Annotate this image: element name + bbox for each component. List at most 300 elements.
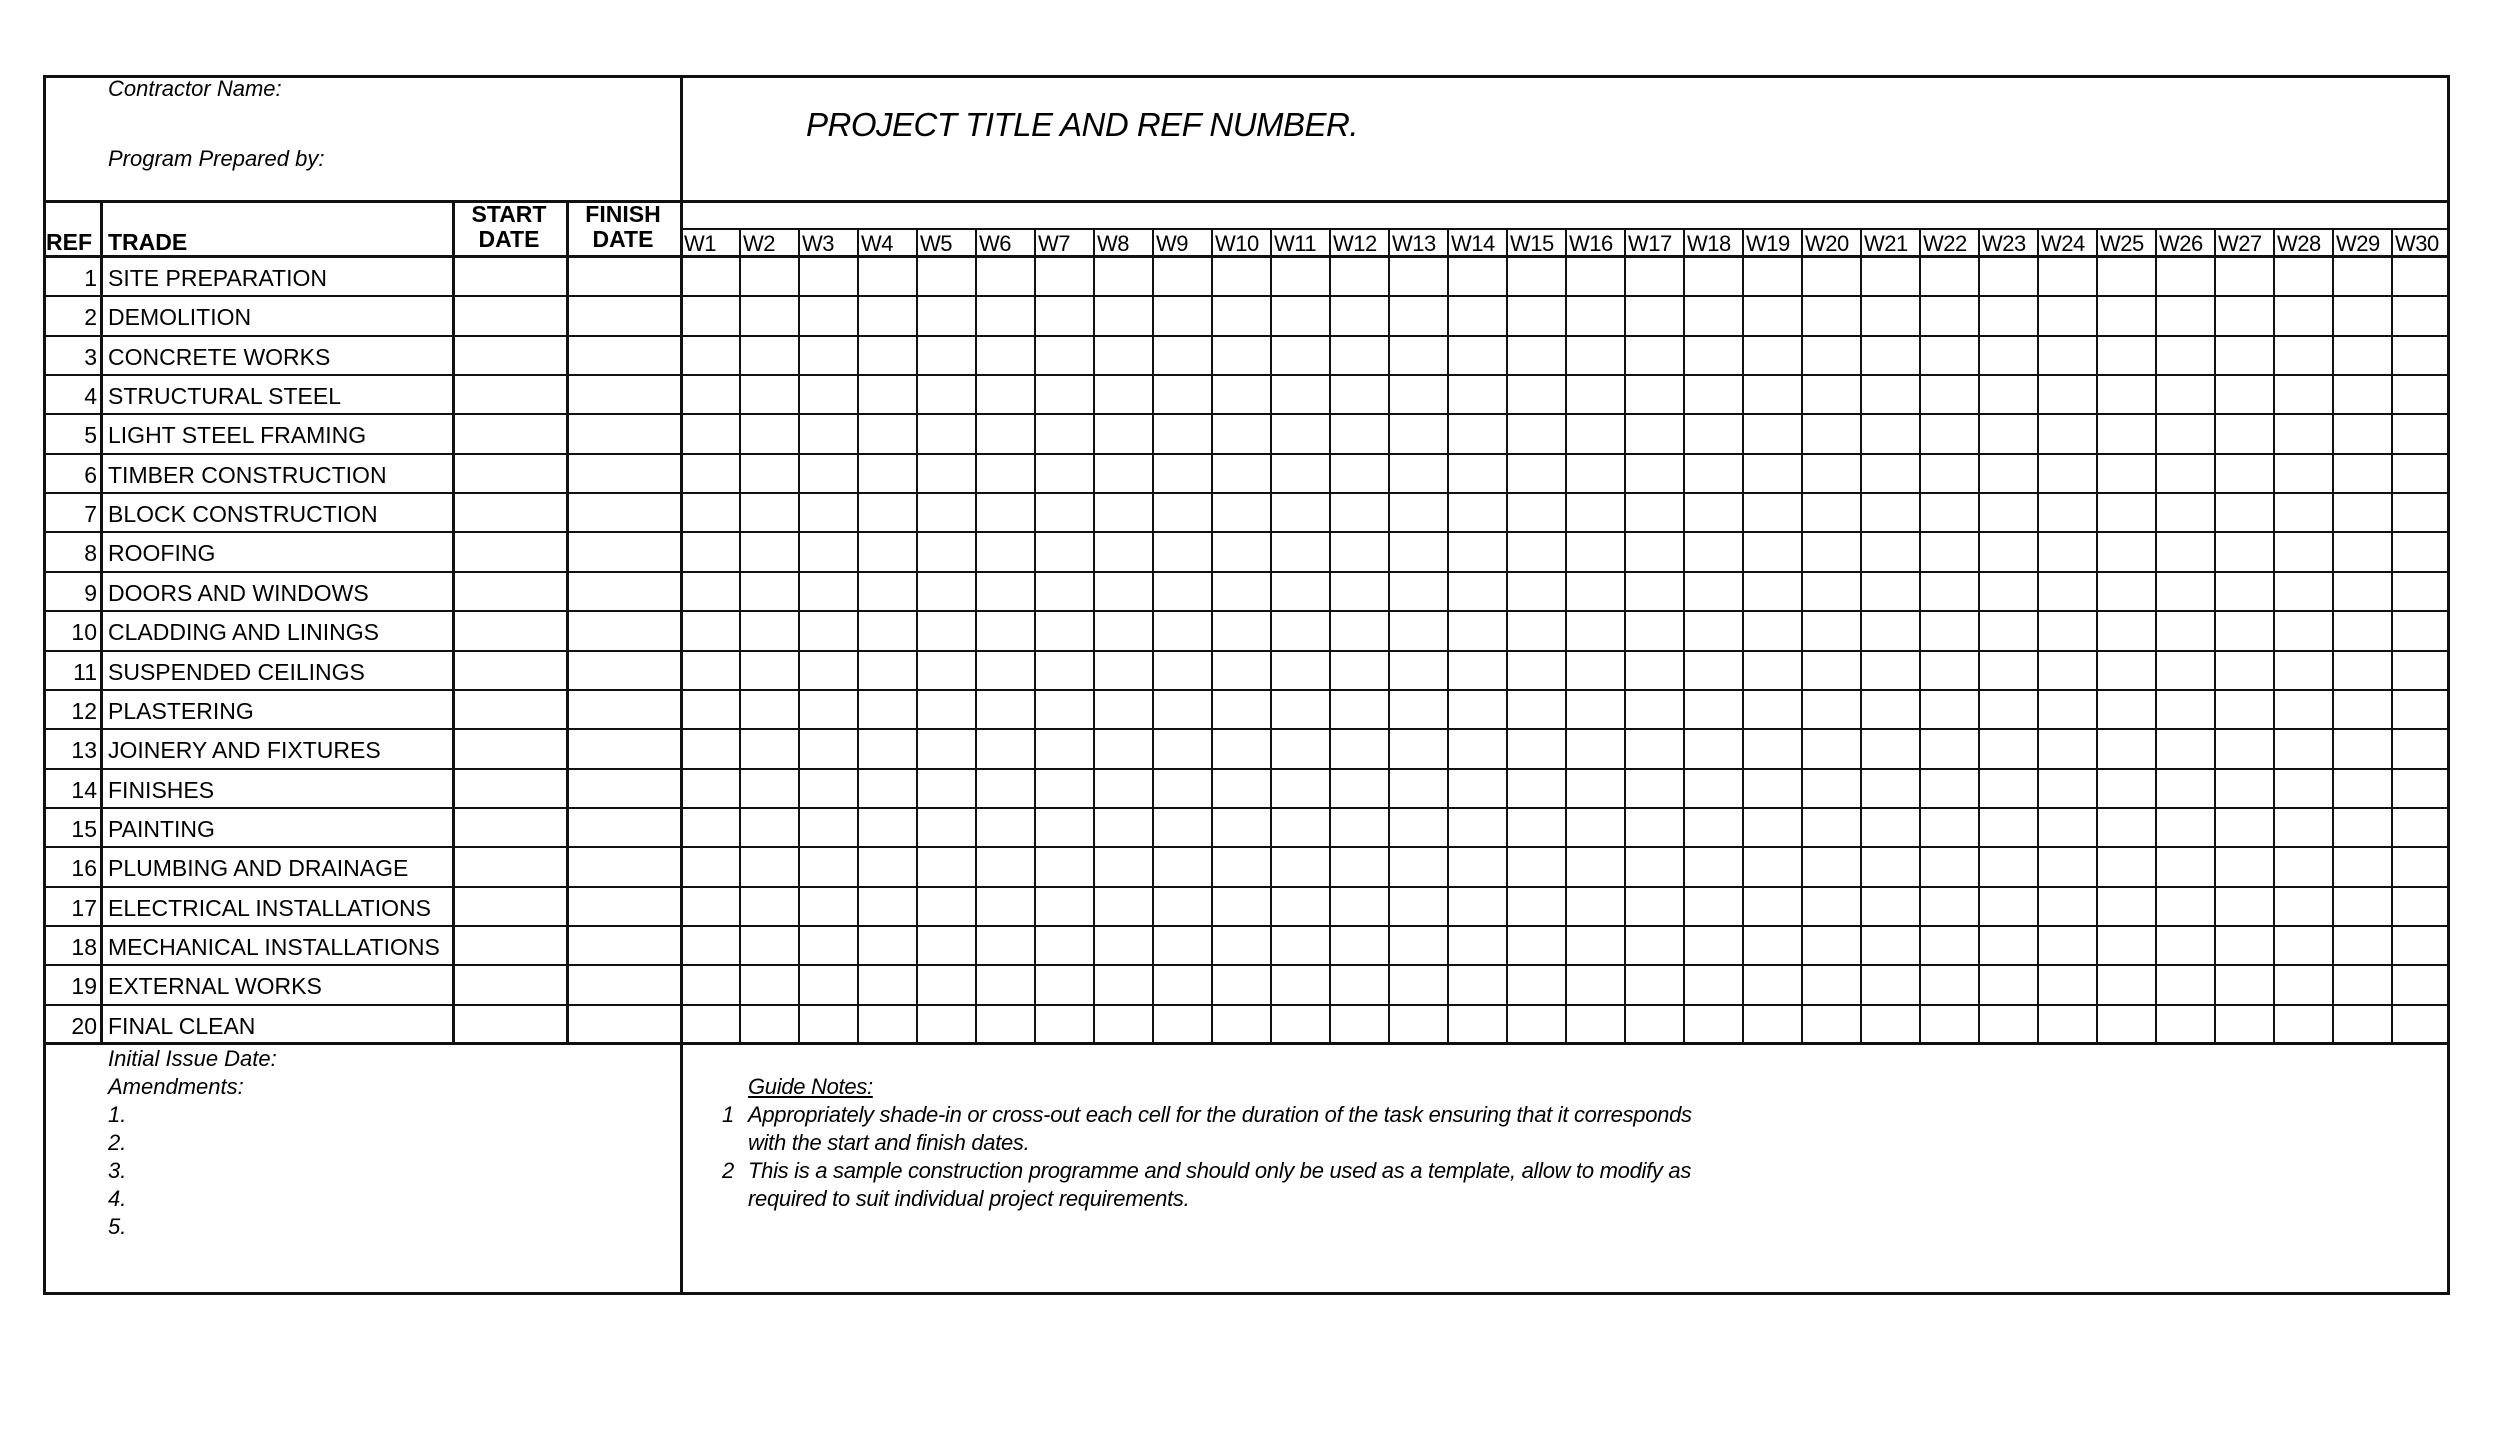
week-cell-w21[interactable] (1860, 374, 1919, 413)
week-cell-w26[interactable] (2155, 256, 2214, 295)
start-date-cell[interactable] (455, 728, 569, 767)
week-cell-w16[interactable] (1565, 531, 1624, 570)
week-cell-w15[interactable] (1506, 256, 1565, 295)
week-cell-w7[interactable] (1034, 413, 1093, 452)
week-cell-w12[interactable] (1329, 925, 1388, 964)
week-cell-w10[interactable] (1211, 728, 1270, 767)
week-cell-w25[interactable] (2096, 768, 2155, 807)
week-cell-w14[interactable] (1447, 413, 1506, 452)
week-cell-w18[interactable] (1683, 1004, 1742, 1043)
week-cell-w6[interactable] (975, 925, 1034, 964)
week-cell-w30[interactable] (2391, 925, 2450, 964)
week-cell-w20[interactable] (1801, 650, 1860, 689)
week-cell-w12[interactable] (1329, 846, 1388, 885)
week-cell-w24[interactable] (2037, 374, 2096, 413)
week-cell-w12[interactable] (1329, 492, 1388, 531)
week-cell-w18[interactable] (1683, 256, 1742, 295)
week-cell-w30[interactable] (2391, 728, 2450, 767)
week-cell-w2[interactable] (739, 728, 798, 767)
week-cell-w26[interactable] (2155, 413, 2214, 452)
week-cell-w27[interactable] (2214, 1004, 2273, 1043)
week-cell-w23[interactable] (1978, 413, 2037, 452)
week-cell-w22[interactable] (1919, 689, 1978, 728)
week-cell-w8[interactable] (1093, 256, 1152, 295)
start-date-cell[interactable] (455, 374, 569, 413)
week-cell-w5[interactable] (916, 374, 975, 413)
week-cell-w3[interactable] (798, 728, 857, 767)
week-cell-w15[interactable] (1506, 807, 1565, 846)
week-cell-w15[interactable] (1506, 295, 1565, 334)
week-cell-w29[interactable] (2332, 335, 2391, 374)
start-date-cell[interactable] (455, 413, 569, 452)
week-cell-w10[interactable] (1211, 650, 1270, 689)
week-cell-w9[interactable] (1152, 689, 1211, 728)
week-cell-w21[interactable] (1860, 413, 1919, 452)
week-cell-w8[interactable] (1093, 492, 1152, 531)
week-cell-w14[interactable] (1447, 846, 1506, 885)
week-cell-w10[interactable] (1211, 807, 1270, 846)
week-cell-w3[interactable] (798, 846, 857, 885)
week-cell-w14[interactable] (1447, 886, 1506, 925)
week-cell-w3[interactable] (798, 571, 857, 610)
week-cell-w28[interactable] (2273, 295, 2332, 334)
week-cell-w8[interactable] (1093, 650, 1152, 689)
week-cell-w6[interactable] (975, 689, 1034, 728)
week-cell-w2[interactable] (739, 768, 798, 807)
week-cell-w28[interactable] (2273, 335, 2332, 374)
week-cell-w15[interactable] (1506, 650, 1565, 689)
week-cell-w23[interactable] (1978, 807, 2037, 846)
finish-date-cell[interactable] (569, 925, 683, 964)
start-date-cell[interactable] (455, 571, 569, 610)
week-cell-w20[interactable] (1801, 571, 1860, 610)
week-cell-w26[interactable] (2155, 689, 2214, 728)
week-cell-w17[interactable] (1624, 1004, 1683, 1043)
week-cell-w8[interactable] (1093, 925, 1152, 964)
week-cell-w20[interactable] (1801, 453, 1860, 492)
start-date-cell[interactable] (455, 768, 569, 807)
week-cell-w12[interactable] (1329, 728, 1388, 767)
week-cell-w3[interactable] (798, 689, 857, 728)
week-cell-w25[interactable] (2096, 335, 2155, 374)
week-cell-w29[interactable] (2332, 689, 2391, 728)
week-cell-w27[interactable] (2214, 650, 2273, 689)
week-cell-w13[interactable] (1388, 610, 1447, 649)
week-cell-w28[interactable] (2273, 925, 2332, 964)
week-cell-w19[interactable] (1742, 925, 1801, 964)
week-cell-w27[interactable] (2214, 689, 2273, 728)
week-cell-w25[interactable] (2096, 846, 2155, 885)
week-cell-w26[interactable] (2155, 571, 2214, 610)
week-cell-w2[interactable] (739, 807, 798, 846)
week-cell-w16[interactable] (1565, 453, 1624, 492)
week-cell-w18[interactable] (1683, 807, 1742, 846)
week-cell-w8[interactable] (1093, 886, 1152, 925)
week-cell-w15[interactable] (1506, 768, 1565, 807)
week-cell-w17[interactable] (1624, 807, 1683, 846)
week-cell-w21[interactable] (1860, 964, 1919, 1003)
week-cell-w24[interactable] (2037, 807, 2096, 846)
week-cell-w9[interactable] (1152, 846, 1211, 885)
amendment-item[interactable]: 1. (108, 1102, 127, 1127)
week-cell-w18[interactable] (1683, 610, 1742, 649)
week-cell-w8[interactable] (1093, 689, 1152, 728)
week-cell-w30[interactable] (2391, 335, 2450, 374)
week-cell-w13[interactable] (1388, 925, 1447, 964)
project-title[interactable]: PROJECT TITLE AND REF NUMBER. (806, 106, 1359, 143)
week-cell-w12[interactable] (1329, 886, 1388, 925)
week-cell-w24[interactable] (2037, 453, 2096, 492)
week-cell-w25[interactable] (2096, 610, 2155, 649)
week-cell-w30[interactable] (2391, 453, 2450, 492)
week-cell-w6[interactable] (975, 807, 1034, 846)
week-cell-w10[interactable] (1211, 413, 1270, 452)
week-cell-w29[interactable] (2332, 728, 2391, 767)
week-cell-w26[interactable] (2155, 453, 2214, 492)
week-cell-w14[interactable] (1447, 531, 1506, 570)
week-cell-w10[interactable] (1211, 964, 1270, 1003)
week-cell-w26[interactable] (2155, 925, 2214, 964)
week-cell-w14[interactable] (1447, 650, 1506, 689)
week-cell-w8[interactable] (1093, 374, 1152, 413)
week-cell-w1[interactable] (680, 728, 739, 767)
week-cell-w6[interactable] (975, 964, 1034, 1003)
week-cell-w11[interactable] (1270, 413, 1329, 452)
week-cell-w4[interactable] (857, 886, 916, 925)
week-cell-w11[interactable] (1270, 531, 1329, 570)
week-cell-w12[interactable] (1329, 650, 1388, 689)
week-cell-w1[interactable] (680, 374, 739, 413)
week-cell-w15[interactable] (1506, 531, 1565, 570)
week-cell-w19[interactable] (1742, 453, 1801, 492)
week-cell-w20[interactable] (1801, 728, 1860, 767)
week-cell-w21[interactable] (1860, 650, 1919, 689)
week-cell-w25[interactable] (2096, 453, 2155, 492)
week-cell-w11[interactable] (1270, 453, 1329, 492)
week-cell-w7[interactable] (1034, 846, 1093, 885)
week-cell-w18[interactable] (1683, 650, 1742, 689)
week-cell-w6[interactable] (975, 571, 1034, 610)
week-cell-w1[interactable] (680, 335, 739, 374)
week-cell-w10[interactable] (1211, 610, 1270, 649)
week-cell-w30[interactable] (2391, 846, 2450, 885)
week-cell-w14[interactable] (1447, 335, 1506, 374)
week-cell-w21[interactable] (1860, 886, 1919, 925)
week-cell-w3[interactable] (798, 650, 857, 689)
week-cell-w24[interactable] (2037, 610, 2096, 649)
week-cell-w11[interactable] (1270, 728, 1329, 767)
week-cell-w2[interactable] (739, 335, 798, 374)
week-cell-w22[interactable] (1919, 374, 1978, 413)
week-cell-w4[interactable] (857, 768, 916, 807)
week-cell-w20[interactable] (1801, 256, 1860, 295)
week-cell-w2[interactable] (739, 650, 798, 689)
week-cell-w4[interactable] (857, 728, 916, 767)
week-cell-w12[interactable] (1329, 768, 1388, 807)
week-cell-w3[interactable] (798, 768, 857, 807)
week-cell-w1[interactable] (680, 1004, 739, 1043)
week-cell-w2[interactable] (739, 1004, 798, 1043)
week-cell-w14[interactable] (1447, 571, 1506, 610)
week-cell-w30[interactable] (2391, 295, 2450, 334)
week-cell-w13[interactable] (1388, 964, 1447, 1003)
week-cell-w22[interactable] (1919, 531, 1978, 570)
week-cell-w11[interactable] (1270, 256, 1329, 295)
week-cell-w7[interactable] (1034, 1004, 1093, 1043)
week-cell-w23[interactable] (1978, 531, 2037, 570)
week-cell-w3[interactable] (798, 1004, 857, 1043)
finish-date-cell[interactable] (569, 256, 683, 295)
week-cell-w20[interactable] (1801, 807, 1860, 846)
week-cell-w3[interactable] (798, 531, 857, 570)
week-cell-w8[interactable] (1093, 335, 1152, 374)
week-cell-w16[interactable] (1565, 925, 1624, 964)
week-cell-w8[interactable] (1093, 531, 1152, 570)
week-cell-w10[interactable] (1211, 256, 1270, 295)
week-cell-w15[interactable] (1506, 1004, 1565, 1043)
week-cell-w29[interactable] (2332, 571, 2391, 610)
week-cell-w2[interactable] (739, 413, 798, 452)
week-cell-w4[interactable] (857, 295, 916, 334)
week-cell-w10[interactable] (1211, 453, 1270, 492)
week-cell-w8[interactable] (1093, 807, 1152, 846)
week-cell-w20[interactable] (1801, 610, 1860, 649)
week-cell-w7[interactable] (1034, 374, 1093, 413)
week-cell-w22[interactable] (1919, 571, 1978, 610)
week-cell-w20[interactable] (1801, 295, 1860, 334)
week-cell-w10[interactable] (1211, 886, 1270, 925)
week-cell-w19[interactable] (1742, 413, 1801, 452)
week-cell-w30[interactable] (2391, 610, 2450, 649)
week-cell-w30[interactable] (2391, 492, 2450, 531)
week-cell-w24[interactable] (2037, 413, 2096, 452)
week-cell-w6[interactable] (975, 886, 1034, 925)
week-cell-w18[interactable] (1683, 964, 1742, 1003)
week-cell-w6[interactable] (975, 256, 1034, 295)
week-cell-w11[interactable] (1270, 1004, 1329, 1043)
week-cell-w12[interactable] (1329, 571, 1388, 610)
week-cell-w7[interactable] (1034, 925, 1093, 964)
week-cell-w15[interactable] (1506, 610, 1565, 649)
week-cell-w27[interactable] (2214, 531, 2273, 570)
week-cell-w7[interactable] (1034, 689, 1093, 728)
week-cell-w16[interactable] (1565, 807, 1624, 846)
week-cell-w2[interactable] (739, 689, 798, 728)
week-cell-w24[interactable] (2037, 492, 2096, 531)
week-cell-w21[interactable] (1860, 689, 1919, 728)
week-cell-w21[interactable] (1860, 1004, 1919, 1043)
finish-date-cell[interactable] (569, 1004, 683, 1043)
week-cell-w3[interactable] (798, 925, 857, 964)
week-cell-w21[interactable] (1860, 295, 1919, 334)
week-cell-w9[interactable] (1152, 531, 1211, 570)
week-cell-w9[interactable] (1152, 335, 1211, 374)
week-cell-w14[interactable] (1447, 964, 1506, 1003)
week-cell-w22[interactable] (1919, 728, 1978, 767)
week-cell-w17[interactable] (1624, 256, 1683, 295)
week-cell-w9[interactable] (1152, 256, 1211, 295)
week-cell-w24[interactable] (2037, 650, 2096, 689)
week-cell-w15[interactable] (1506, 413, 1565, 452)
week-cell-w14[interactable] (1447, 728, 1506, 767)
week-cell-w29[interactable] (2332, 492, 2391, 531)
week-cell-w13[interactable] (1388, 413, 1447, 452)
week-cell-w30[interactable] (2391, 413, 2450, 452)
week-cell-w29[interactable] (2332, 807, 2391, 846)
week-cell-w6[interactable] (975, 768, 1034, 807)
week-cell-w26[interactable] (2155, 335, 2214, 374)
week-cell-w14[interactable] (1447, 768, 1506, 807)
week-cell-w16[interactable] (1565, 846, 1624, 885)
week-cell-w4[interactable] (857, 335, 916, 374)
week-cell-w24[interactable] (2037, 846, 2096, 885)
finish-date-cell[interactable] (569, 492, 683, 531)
week-cell-w2[interactable] (739, 453, 798, 492)
week-cell-w24[interactable] (2037, 295, 2096, 334)
week-cell-w16[interactable] (1565, 886, 1624, 925)
week-cell-w14[interactable] (1447, 492, 1506, 531)
week-cell-w7[interactable] (1034, 650, 1093, 689)
week-cell-w1[interactable] (680, 413, 739, 452)
week-cell-w7[interactable] (1034, 768, 1093, 807)
week-cell-w18[interactable] (1683, 571, 1742, 610)
week-cell-w19[interactable] (1742, 689, 1801, 728)
week-cell-w11[interactable] (1270, 335, 1329, 374)
week-cell-w26[interactable] (2155, 610, 2214, 649)
week-cell-w5[interactable] (916, 728, 975, 767)
week-cell-w25[interactable] (2096, 925, 2155, 964)
week-cell-w9[interactable] (1152, 413, 1211, 452)
week-cell-w17[interactable] (1624, 374, 1683, 413)
week-cell-w16[interactable] (1565, 768, 1624, 807)
week-cell-w9[interactable] (1152, 886, 1211, 925)
week-cell-w10[interactable] (1211, 925, 1270, 964)
week-cell-w14[interactable] (1447, 1004, 1506, 1043)
week-cell-w19[interactable] (1742, 610, 1801, 649)
week-cell-w12[interactable] (1329, 964, 1388, 1003)
start-date-cell[interactable] (455, 492, 569, 531)
week-cell-w25[interactable] (2096, 492, 2155, 531)
week-cell-w28[interactable] (2273, 846, 2332, 885)
week-cell-w19[interactable] (1742, 374, 1801, 413)
week-cell-w7[interactable] (1034, 886, 1093, 925)
week-cell-w17[interactable] (1624, 335, 1683, 374)
week-cell-w12[interactable] (1329, 335, 1388, 374)
week-cell-w1[interactable] (680, 807, 739, 846)
start-date-cell[interactable] (455, 1004, 569, 1043)
week-cell-w29[interactable] (2332, 846, 2391, 885)
week-cell-w19[interactable] (1742, 964, 1801, 1003)
week-cell-w27[interactable] (2214, 886, 2273, 925)
week-cell-w13[interactable] (1388, 295, 1447, 334)
week-cell-w19[interactable] (1742, 807, 1801, 846)
week-cell-w7[interactable] (1034, 492, 1093, 531)
week-cell-w5[interactable] (916, 571, 975, 610)
week-cell-w23[interactable] (1978, 1004, 2037, 1043)
week-cell-w9[interactable] (1152, 807, 1211, 846)
week-cell-w14[interactable] (1447, 374, 1506, 413)
week-cell-w11[interactable] (1270, 374, 1329, 413)
week-cell-w28[interactable] (2273, 650, 2332, 689)
amendment-item[interactable]: 3. (108, 1158, 127, 1183)
week-cell-w18[interactable] (1683, 295, 1742, 334)
week-cell-w29[interactable] (2332, 925, 2391, 964)
week-cell-w13[interactable] (1388, 807, 1447, 846)
week-cell-w9[interactable] (1152, 964, 1211, 1003)
week-cell-w4[interactable] (857, 492, 916, 531)
week-cell-w25[interactable] (2096, 531, 2155, 570)
week-cell-w27[interactable] (2214, 925, 2273, 964)
week-cell-w20[interactable] (1801, 846, 1860, 885)
week-cell-w3[interactable] (798, 610, 857, 649)
week-cell-w12[interactable] (1329, 295, 1388, 334)
week-cell-w13[interactable] (1388, 886, 1447, 925)
week-cell-w11[interactable] (1270, 807, 1329, 846)
week-cell-w21[interactable] (1860, 531, 1919, 570)
week-cell-w25[interactable] (2096, 256, 2155, 295)
finish-date-cell[interactable] (569, 453, 683, 492)
week-cell-w16[interactable] (1565, 571, 1624, 610)
week-cell-w11[interactable] (1270, 846, 1329, 885)
week-cell-w30[interactable] (2391, 689, 2450, 728)
week-cell-w28[interactable] (2273, 1004, 2332, 1043)
week-cell-w4[interactable] (857, 256, 916, 295)
week-cell-w28[interactable] (2273, 453, 2332, 492)
week-cell-w27[interactable] (2214, 335, 2273, 374)
week-cell-w13[interactable] (1388, 453, 1447, 492)
week-cell-w22[interactable] (1919, 1004, 1978, 1043)
week-cell-w19[interactable] (1742, 650, 1801, 689)
week-cell-w15[interactable] (1506, 374, 1565, 413)
week-cell-w27[interactable] (2214, 295, 2273, 334)
week-cell-w6[interactable] (975, 374, 1034, 413)
week-cell-w15[interactable] (1506, 728, 1565, 767)
week-cell-w7[interactable] (1034, 964, 1093, 1003)
week-cell-w21[interactable] (1860, 571, 1919, 610)
week-cell-w27[interactable] (2214, 492, 2273, 531)
week-cell-w18[interactable] (1683, 531, 1742, 570)
week-cell-w25[interactable] (2096, 650, 2155, 689)
week-cell-w20[interactable] (1801, 964, 1860, 1003)
week-cell-w18[interactable] (1683, 335, 1742, 374)
week-cell-w27[interactable] (2214, 256, 2273, 295)
week-cell-w11[interactable] (1270, 925, 1329, 964)
week-cell-w9[interactable] (1152, 295, 1211, 334)
week-cell-w6[interactable] (975, 846, 1034, 885)
week-cell-w28[interactable] (2273, 728, 2332, 767)
week-cell-w12[interactable] (1329, 610, 1388, 649)
week-cell-w16[interactable] (1565, 492, 1624, 531)
week-cell-w21[interactable] (1860, 925, 1919, 964)
week-cell-w22[interactable] (1919, 453, 1978, 492)
week-cell-w1[interactable] (680, 492, 739, 531)
finish-date-cell[interactable] (569, 689, 683, 728)
week-cell-w1[interactable] (680, 531, 739, 570)
week-cell-w1[interactable] (680, 571, 739, 610)
week-cell-w24[interactable] (2037, 571, 2096, 610)
week-cell-w14[interactable] (1447, 689, 1506, 728)
week-cell-w2[interactable] (739, 374, 798, 413)
week-cell-w2[interactable] (739, 886, 798, 925)
week-cell-w20[interactable] (1801, 335, 1860, 374)
week-cell-w5[interactable] (916, 964, 975, 1003)
week-cell-w21[interactable] (1860, 768, 1919, 807)
week-cell-w19[interactable] (1742, 728, 1801, 767)
week-cell-w13[interactable] (1388, 728, 1447, 767)
week-cell-w19[interactable] (1742, 571, 1801, 610)
week-cell-w13[interactable] (1388, 571, 1447, 610)
week-cell-w17[interactable] (1624, 728, 1683, 767)
